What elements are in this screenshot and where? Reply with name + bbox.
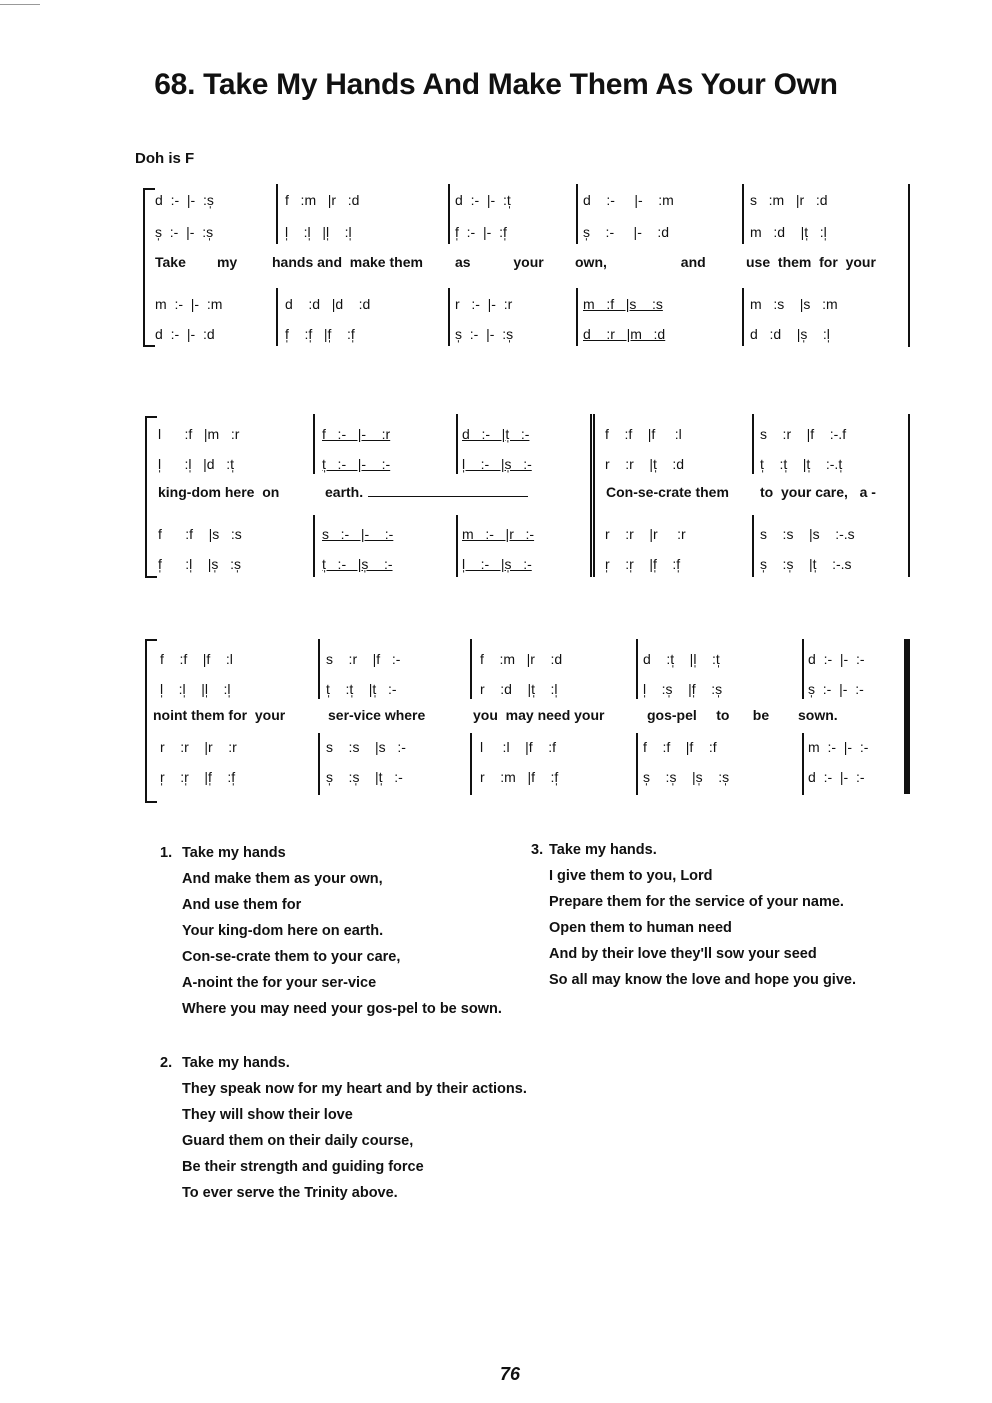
measure: l :l |f :f bbox=[480, 739, 556, 755]
measure: s̩ :s̩ |t̩ :- bbox=[326, 769, 403, 785]
measure: m :- |- :m bbox=[155, 296, 223, 312]
bar-line bbox=[908, 184, 910, 347]
verse-line: And by their love they'll sow your seed bbox=[549, 946, 817, 962]
verse-line: Take my hands bbox=[182, 845, 286, 861]
bar-line bbox=[802, 639, 804, 699]
measure: f :m |r :d bbox=[480, 651, 563, 667]
bar-line bbox=[742, 184, 744, 244]
measure: s̩ :- |- :d bbox=[583, 224, 670, 240]
measure: s :- |- :- bbox=[322, 526, 394, 542]
measure: l̩ :l̩ |l̩ :l̩ bbox=[160, 681, 231, 697]
measure: l̩ :l̩ |d :t̩ bbox=[158, 456, 234, 472]
measure: r :r |r :r bbox=[605, 526, 686, 542]
verse-line: They speak now for my heart and by their actions. bbox=[182, 1081, 527, 1097]
bar-line bbox=[636, 639, 638, 699]
verse-line: Open them to human need bbox=[549, 920, 732, 936]
key-signature: Doh is F bbox=[135, 150, 195, 167]
measure: s̩ :s̩ |s̩ :s̩ bbox=[643, 769, 730, 785]
lyric-fragment: as your bbox=[455, 254, 544, 270]
measure: d :d |s̩ :l̩ bbox=[750, 326, 830, 342]
verse-line: I give them to you, Lord bbox=[549, 868, 713, 884]
measure: d :- |t̩ :- bbox=[462, 426, 530, 442]
page-title: 68. Take My Hands And Make Them As Your Own bbox=[154, 68, 838, 101]
measure: s :m |r :d bbox=[750, 192, 828, 208]
measure: r :m |f :f̩ bbox=[480, 769, 559, 785]
lyric-fragment: gos-pel to be bbox=[647, 707, 770, 723]
measure: d :- |- :t̩ bbox=[455, 192, 511, 208]
bar-line bbox=[448, 288, 450, 346]
bar-line bbox=[276, 288, 278, 346]
measure: f :f |s :s bbox=[158, 526, 242, 542]
bar-line bbox=[456, 414, 458, 474]
verse-3 bbox=[531, 837, 856, 993]
measure: t̩ :t̩ |t̩ :- bbox=[326, 681, 397, 697]
verse-line: Your king-dom here on earth. bbox=[182, 923, 384, 939]
measure: f̩ :f̩ |f̩ :f̩ bbox=[285, 326, 355, 342]
measure: s̩ :s̩ |t̩ :-.s bbox=[760, 556, 852, 572]
verse-line: They will show their love bbox=[182, 1107, 353, 1123]
verse-line: A-noint the for your ser-vice bbox=[182, 975, 377, 991]
lyric-fragment: sown. bbox=[798, 707, 838, 723]
extender-line bbox=[368, 496, 528, 497]
measure: r :r |r :r bbox=[160, 739, 237, 755]
measure: d :- |- :- bbox=[808, 769, 865, 785]
measure: l̩ :l̩ |l̩ :l̩ bbox=[285, 224, 352, 240]
bar-line bbox=[318, 639, 320, 699]
bar-line bbox=[318, 733, 320, 795]
measure: r̩ :r̩ |f̩ :f̩ bbox=[160, 769, 236, 785]
bar-line bbox=[276, 184, 278, 244]
bar-line bbox=[576, 184, 578, 244]
verse-line: So all may know the love and hope you give. bbox=[549, 972, 856, 988]
bar-line bbox=[908, 414, 910, 577]
bar-line bbox=[636, 733, 638, 795]
bar-line bbox=[576, 288, 578, 346]
measure: l̩ :s̩ |f̩ :s̩ bbox=[643, 681, 723, 697]
bar-line bbox=[313, 414, 315, 474]
bar-line bbox=[470, 733, 472, 795]
lyric-fragment: king-dom here on bbox=[158, 484, 280, 500]
system-brace bbox=[145, 416, 157, 578]
measure: f̩ :- |- :f̩ bbox=[455, 224, 507, 240]
lyric-fragment: Con-se-crate them bbox=[606, 484, 729, 500]
lyric-fragment: ser-vice where bbox=[328, 707, 426, 723]
bar-line bbox=[752, 515, 754, 577]
measure: f :f |f :f bbox=[643, 739, 717, 755]
verse-line: Where you may need your gos-pel to be sown. bbox=[182, 1001, 502, 1017]
measure: m :- |- :- bbox=[808, 739, 869, 755]
measure: t̩ :- |- :- bbox=[322, 456, 391, 472]
measure: s :r |f :-.f bbox=[760, 426, 847, 442]
measure: m :d |t̩ :l̩ bbox=[750, 224, 827, 240]
final-bar-line bbox=[904, 639, 910, 794]
measure: m :- |r :- bbox=[462, 526, 535, 542]
lyric-fragment: earth. bbox=[325, 484, 364, 500]
measure: f :- |- :r bbox=[322, 426, 391, 442]
verse-1 bbox=[160, 840, 502, 1022]
verse-number: 2. bbox=[160, 1055, 173, 1071]
measure: l :f |m :r bbox=[158, 426, 240, 442]
verse-line: Be their strength and guiding force bbox=[182, 1159, 424, 1175]
measure: d :- |- :d bbox=[155, 326, 215, 342]
measure: d :t̩ |l̩ :t̩ bbox=[643, 651, 720, 667]
lyric-fragment: to your care, a - bbox=[760, 484, 876, 500]
lyric-fragment: noint them for your bbox=[153, 707, 286, 723]
measure: f :f |f :l bbox=[160, 651, 233, 667]
verse-line: And make them as your own, bbox=[182, 871, 383, 887]
measure: d :- |- :m bbox=[583, 192, 674, 208]
measure: s :r |f :- bbox=[326, 651, 401, 667]
verse-line: Con-se-crate them to your care, bbox=[182, 949, 401, 965]
measure: r :r |t̩ :d bbox=[605, 456, 685, 472]
verse-number: 3. bbox=[531, 842, 544, 858]
measure: d :r |m :d bbox=[583, 326, 666, 342]
measure: d :- |- :s̩ bbox=[155, 192, 214, 208]
measure: f :f |f :l bbox=[605, 426, 682, 442]
music-system-3 bbox=[0, 635, 992, 805]
music-system-1 bbox=[0, 180, 992, 350]
lyric-fragment: own, and bbox=[575, 254, 706, 270]
music-system-2 bbox=[0, 410, 992, 580]
lyric-fragment: hands and make them bbox=[272, 254, 423, 270]
measure: f̩ :l̩ |s̩ :s̩ bbox=[158, 556, 241, 572]
measure: r̩ :r̩ |f̩ :f̩ bbox=[605, 556, 681, 572]
bar-line bbox=[470, 639, 472, 699]
page-number: 76 bbox=[499, 1364, 521, 1384]
measure: s :s |s :- bbox=[326, 739, 406, 755]
bar-line bbox=[313, 515, 315, 577]
bar-line bbox=[456, 515, 458, 577]
lyric-fragment: Take my bbox=[155, 254, 238, 270]
measure: d :- |- :- bbox=[808, 651, 865, 667]
bar-line bbox=[448, 184, 450, 244]
measure: s :s |s :-.s bbox=[760, 526, 855, 542]
verse-line: To ever serve the Trinity above. bbox=[182, 1185, 398, 1201]
measure: s̩ :- |- :- bbox=[808, 681, 864, 697]
lyric-fragment: use them for your bbox=[746, 254, 876, 270]
measure: m :f |s :s bbox=[583, 296, 663, 312]
verse-line: Take my hands. bbox=[549, 842, 657, 858]
system-brace bbox=[143, 188, 155, 347]
bar-line bbox=[752, 414, 754, 474]
measure: r :d |t̩ :l̩ bbox=[480, 681, 558, 697]
bar-line bbox=[802, 733, 804, 795]
top-rule bbox=[0, 4, 40, 5]
measure: f :m |r :d bbox=[285, 192, 360, 208]
verse-line: And use them for bbox=[182, 897, 302, 913]
verse-line: Guard them on their daily course, bbox=[182, 1133, 414, 1149]
measure: l̩ :- |s̩ :- bbox=[462, 456, 532, 472]
measure: r :- |- :r bbox=[455, 296, 513, 312]
measure: t̩ :- |s̩ :- bbox=[322, 556, 393, 572]
bar-line bbox=[742, 288, 744, 346]
verse-2 bbox=[160, 1050, 527, 1206]
verse-number: 1. bbox=[160, 845, 173, 861]
measure: s̩ :- |- :s̩ bbox=[455, 326, 514, 342]
verse-line: Prepare them for the service of your name. bbox=[549, 894, 844, 910]
measure: d :d |d :d bbox=[285, 296, 371, 312]
measure: m :s |s :m bbox=[750, 296, 838, 312]
lyric-fragment: you may need your bbox=[473, 707, 605, 723]
measure: s̩ :- |- :s̩ bbox=[155, 224, 214, 240]
double-bar-line bbox=[590, 414, 595, 577]
measure: l̩ :- |s̩ :- bbox=[462, 556, 532, 572]
verse-line: Take my hands. bbox=[182, 1055, 290, 1071]
measure: t̩ :t̩ |t̩ :-.t̩ bbox=[760, 456, 843, 472]
